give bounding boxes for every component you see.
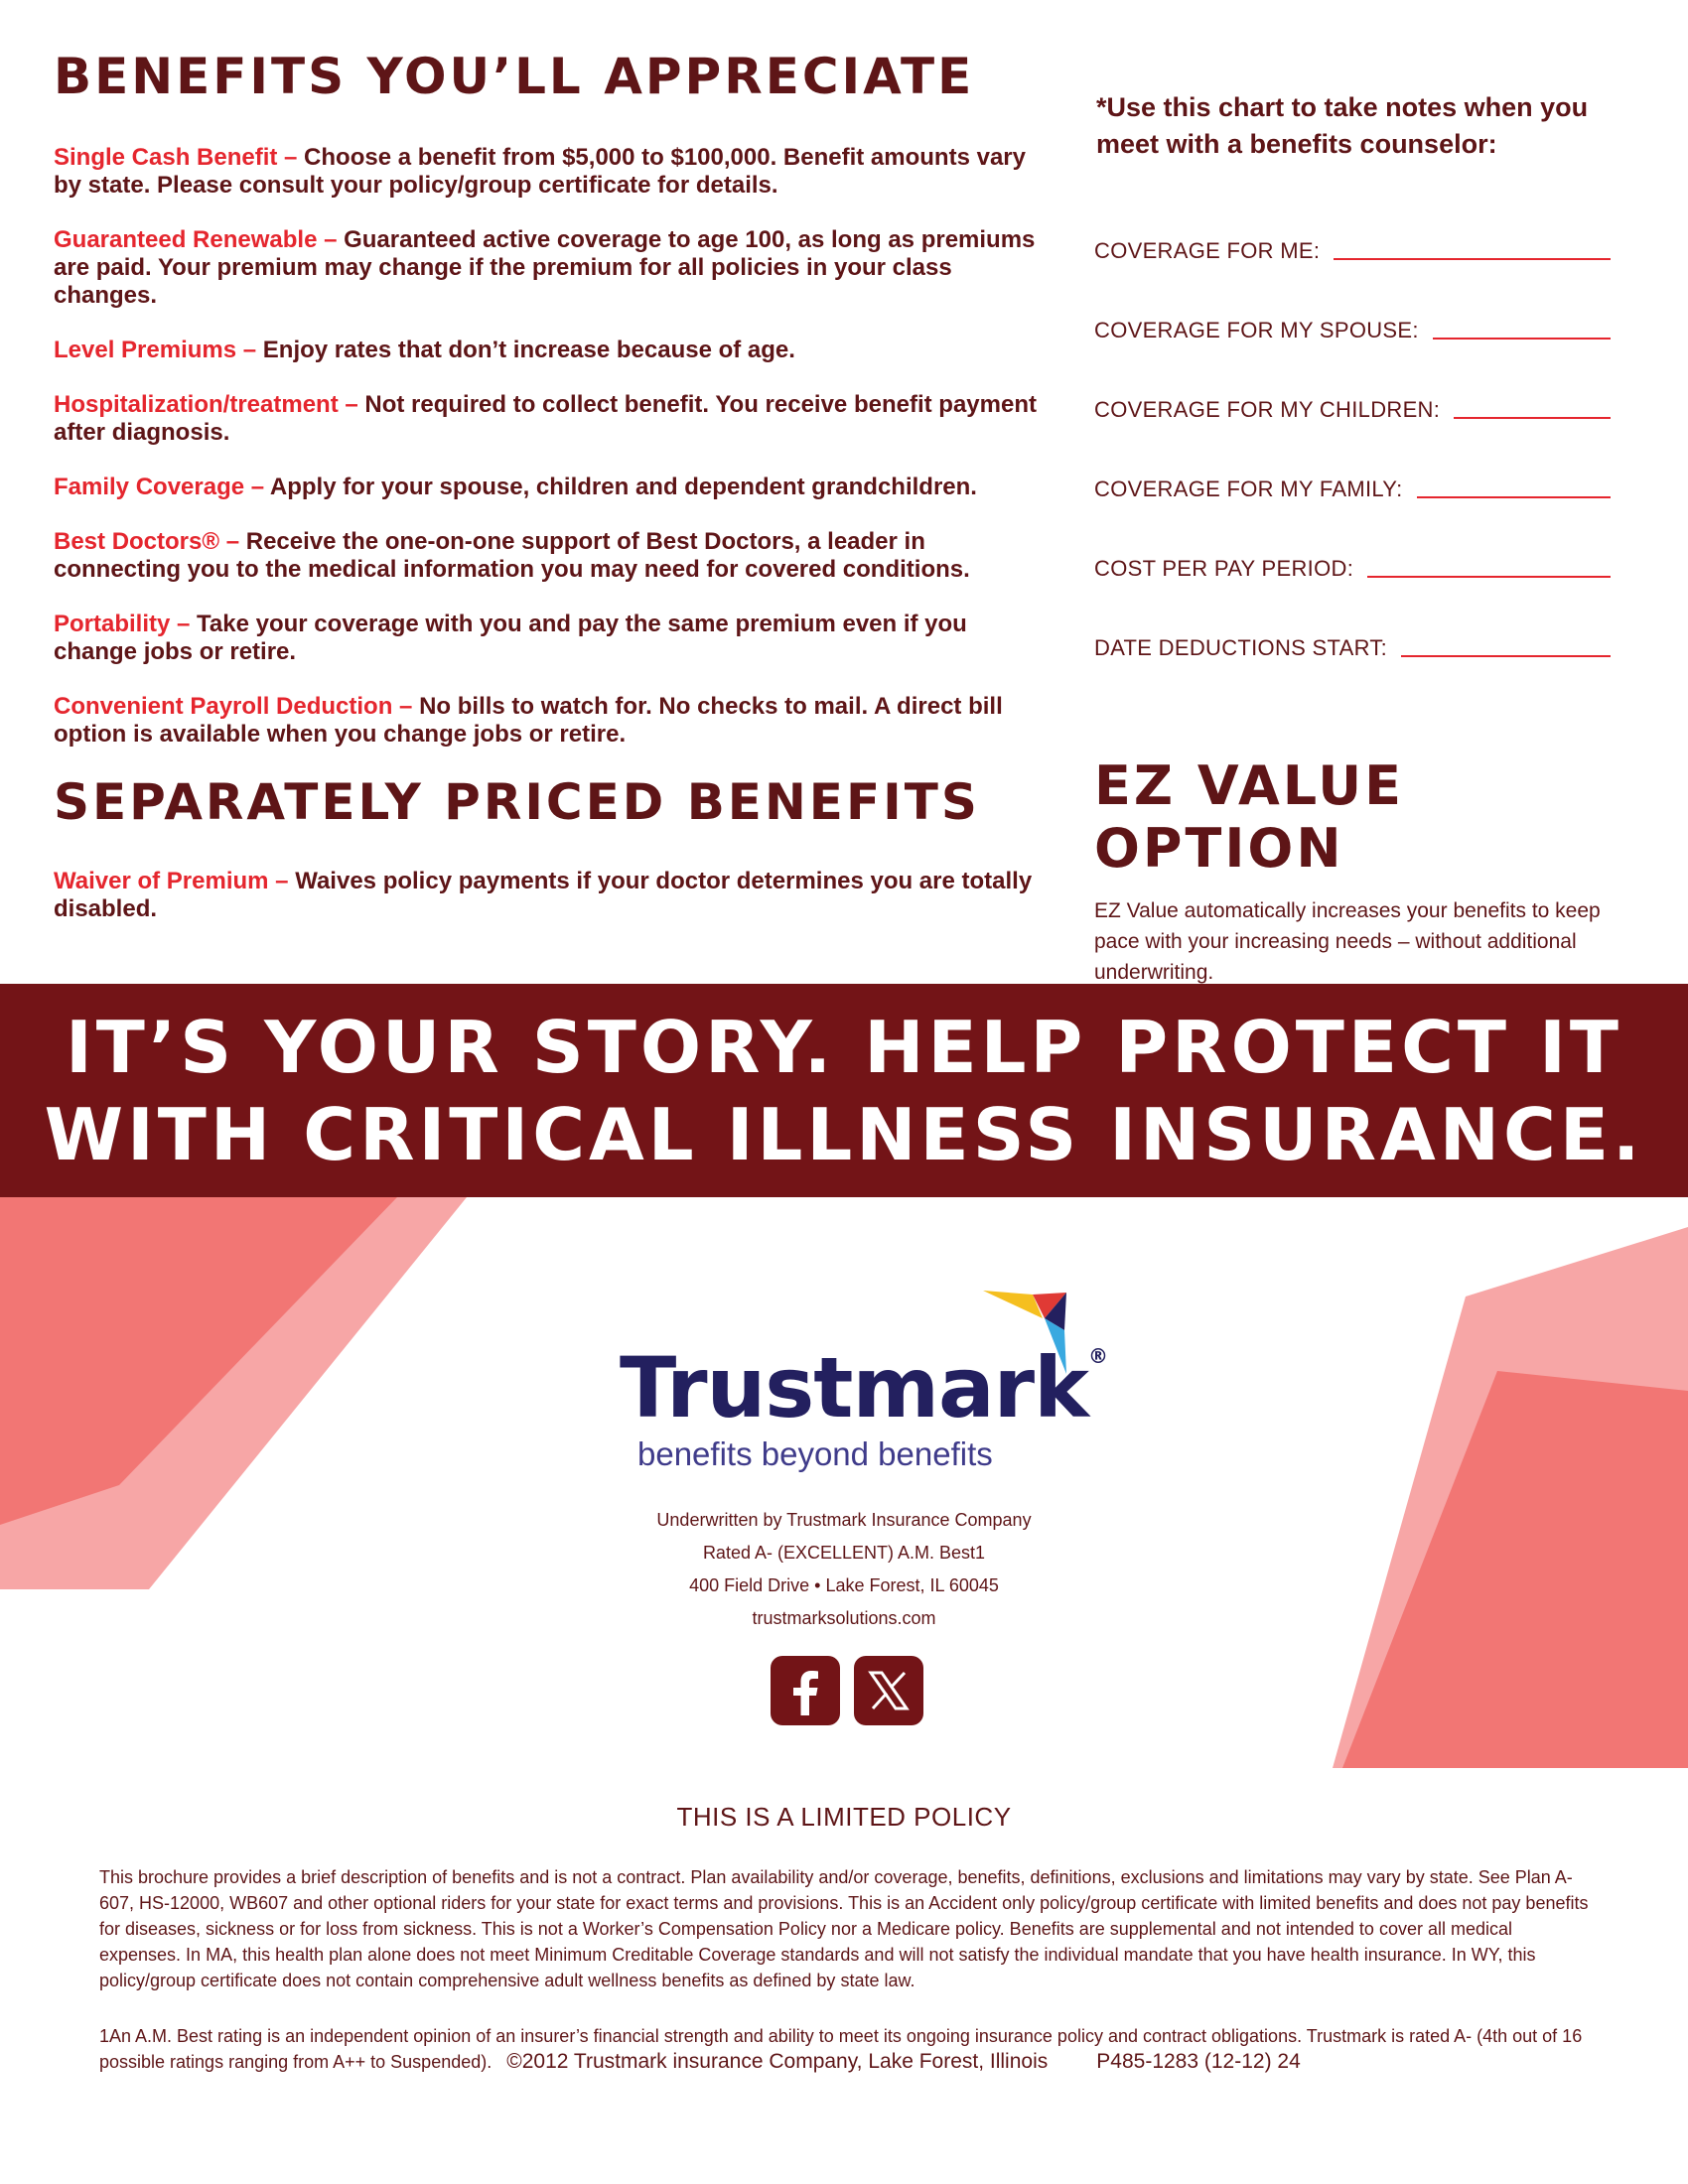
banner-line-2: WITH CRITICAL ILLNESS INSURANCE. <box>44 1092 1644 1176</box>
benefit-label: Level Premiums – <box>54 337 257 363</box>
notes-entry-line[interactable] <box>1417 496 1612 498</box>
notes-row <box>1094 266 1611 345</box>
wordmark-text: Trustmark <box>620 1339 1088 1436</box>
left-column <box>54 50 1056 950</box>
x-button[interactable] <box>854 1656 923 1725</box>
benefit-item <box>54 528 1056 584</box>
notes-entry-line[interactable] <box>1334 258 1611 260</box>
ez-value-title: EZ VALUE OPTION <box>1094 754 1404 880</box>
benefit-item <box>54 226 1056 310</box>
notes-entry-line[interactable] <box>1433 338 1611 340</box>
notes-entry-line[interactable] <box>1454 417 1611 419</box>
company-website[interactable]: trustmarksolutions.com <box>752 1608 936 1628</box>
notes-entry-line[interactable] <box>1401 655 1611 657</box>
benefit-item <box>54 868 1056 923</box>
footnote-text: 1An A.M. Best rating is an independent opinion of an insurer’s financial strength and ability to meet its ongoing insurance policy and contract obligations. Trustmark is rated A- (4th out of 16 possible ratings ranging from A++ to Suspended). <box>99 2026 1583 2072</box>
benefit-description: Not required to collect benefit. You receive benefit payment after diagnosis. <box>54 391 1037 446</box>
benefit-label: Waiver of Premium – <box>54 868 289 894</box>
notes-row-label: COST PER PAY PERIOD: <box>1094 556 1354 581</box>
benefit-item <box>54 337 1056 364</box>
notes-row <box>1094 584 1611 663</box>
benefit-item <box>54 611 1056 666</box>
decorative-shapes <box>0 1197 1688 1793</box>
benefit-label: Single Cash Benefit – <box>54 144 298 171</box>
benefit-list <box>54 144 1056 749</box>
benefit-item <box>54 474 1056 501</box>
notes-chart <box>1094 187 1611 663</box>
notes-heading: *Use this chart to take notes when you meet with a benefits counselor: <box>1096 92 1589 159</box>
benefit-label: Best Doctors® – <box>54 528 240 555</box>
benefit-description: No bills to watch for. No checks to mail. A direct bill option is available when you change jobs or retire. <box>54 693 1003 748</box>
notes-row-label: COVERAGE FOR MY CHILDREN: <box>1094 397 1441 422</box>
benefits-title: BENEFITS YOU’LL APPRECIATE <box>54 48 975 105</box>
logo-tagline: benefits beyond benefits <box>637 1435 993 1472</box>
disclaimer-text: This brochure provides a brief description of benefits and is not a contract. Plan availability and/or coverage, benefits, definitions, exclusions and limitations may vary by state. See Plan A-607, HS-12000, WB607 and other optional riders for your state for exact terms and provisions. This is an Accident only policy/group certificate with limited benefits and does not pay benefits for diseases, sickness or for loss from sickness. This is not a Worker’s Compensation Policy nor a Medicare policy. Benefits are supplemental and not intended to cover all medical expenses. In MA, this health plan alone does not meet Minimum Creditable Coverage standards and will not satisfy the individual mandate that you have health insurance. In WY, this policy/group certificate does not contain comprehensive adult wellness benefits as defined by state law. <box>99 1867 1589 1990</box>
right-column <box>1094 89 1611 988</box>
rating-line: Rated A- (EXCELLENT) A.M. Best1 <box>702 1543 986 1563</box>
trustmark-wordmark <box>620 1339 1107 1436</box>
copyright-text: ©2012 Trustmark insurance Company, Lake Forest, Illinois <box>506 2050 1049 2073</box>
benefit-item <box>54 391 1056 447</box>
footnote <box>99 2023 1599 2075</box>
registered-mark: ® <box>1087 1344 1107 1368</box>
underwritten-by: Underwritten by Trustmark Insurance Company <box>656 1510 1032 1530</box>
notes-row-label: DATE DEDUCTIONS START: <box>1094 635 1388 660</box>
notes-row-label: COVERAGE FOR ME: <box>1094 238 1321 263</box>
company-address: 400 Field Drive • Lake Forest, IL 60045 <box>689 1575 999 1595</box>
benefit-description: Guaranteed active coverage to age 100, as long as premiums are paid. Your premium may change if the premium for all policies in your class changes. <box>54 226 1036 309</box>
notes-row-label: COVERAGE FOR MY FAMILY: <box>1094 477 1403 501</box>
benefit-label: Guaranteed Renewable – <box>54 226 338 253</box>
separate-benefit-list <box>54 868 1056 923</box>
benefit-description: Apply for your spouse, children and dependent grandchildren. <box>264 474 977 500</box>
ez-value-text: EZ Value automatically increases your benefits to keep pace with your increasing needs – without additional underwriting. <box>1094 899 1601 984</box>
notes-row <box>1094 425 1611 504</box>
benefit-description: Receive the one-on-one support of Best Doctors, a leader in connecting you to the medical information you may need for covered conditions. <box>54 528 970 583</box>
benefit-label: Hospitalization/treatment – <box>54 391 358 418</box>
notes-row <box>1094 187 1611 266</box>
notes-row-label: COVERAGE FOR MY SPOUSE: <box>1094 318 1419 342</box>
limited-policy-notice: THIS IS A LIMITED POLICY <box>676 1802 1012 1832</box>
headline-banner <box>0 984 1688 1197</box>
benefit-description: Enjoy rates that don’t increase because of age. <box>256 337 795 363</box>
benefit-label: Portability – <box>54 611 191 637</box>
form-number: P485-1283 (12-12) 24 <box>1096 2050 1301 2073</box>
benefit-description: Choose a benefit from $5,000 to $100,000. Benefit amounts vary by state. Please consult your policy/group certificate for details. <box>54 144 1026 199</box>
company-info <box>546 1504 1142 1635</box>
notes-row <box>1094 504 1611 584</box>
benefit-description: Take your coverage with you and pay the same premium even if you change jobs or retire. <box>54 611 967 665</box>
facebook-button[interactable] <box>771 1656 840 1725</box>
benefit-item <box>54 144 1056 200</box>
benefit-description: Waives policy payments if your doctor determines you are totally disabled. <box>54 868 1033 922</box>
banner-headline <box>45 1004 1644 1178</box>
notes-entry-line[interactable] <box>1367 576 1611 578</box>
benefit-item <box>54 693 1056 749</box>
benefit-label: Family Coverage – <box>54 474 265 500</box>
separate-benefits-title: SEPARATELY PRICED BENEFITS <box>54 773 980 831</box>
notes-row <box>1094 345 1611 425</box>
facebook-icon <box>783 1666 827 1715</box>
banner-line-1: IT’S YOUR STORY. HELP PROTECT IT <box>65 1005 1623 1089</box>
benefit-label: Convenient Payroll Deduction – <box>54 693 413 720</box>
x-icon <box>867 1669 911 1712</box>
